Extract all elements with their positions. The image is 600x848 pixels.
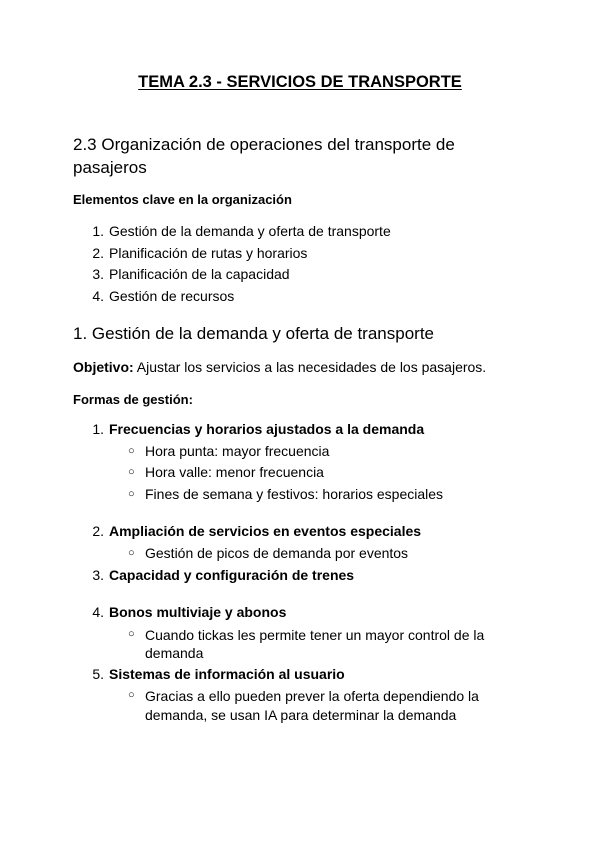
objective-label: Objetivo: — [73, 359, 134, 375]
list-number: 1. — [92, 223, 104, 239]
list-text: Planificación de rutas y horarios — [109, 245, 308, 261]
bullet-icon: ○ — [128, 689, 135, 701]
list-title: Capacidad y configuración de trenes — [109, 567, 355, 583]
sub-item-text: Fines de semana y festivos: horarios especiales — [145, 486, 444, 502]
list-title: Ampliación de servicios en eventos especiales — [109, 523, 422, 539]
list-text: Gestión de recursos — [109, 288, 235, 304]
bullet-icon: ○ — [128, 547, 135, 559]
list-title: Bonos multiviaje y abonos — [109, 604, 287, 620]
sub-item-text: Cuando tickas les permite tener un mayor control de la demanda — [145, 627, 485, 661]
bullet-icon: ○ — [128, 466, 135, 478]
objective-line — [73, 359, 486, 375]
list-text: Gestión de la demanda y oferta de transporte — [109, 223, 391, 239]
list-title: Frecuencias y horarios ajustados a la demanda — [109, 421, 425, 437]
sub-item-text: Hora valle: menor frecuencia — [145, 464, 324, 480]
list-title: Sistemas de información al usuario — [109, 666, 345, 682]
bullet-icon: ○ — [128, 445, 135, 457]
sub-item-text: Gracias a ello pueden prever la oferta dependiendo la demanda, se usan IA para determinar la demanda — [145, 688, 479, 723]
list-number: 2. — [92, 523, 104, 539]
objective-text: Ajustar los servicios a las necesidades de los pasajeros. — [136, 359, 487, 375]
list-number: 4. — [92, 288, 104, 304]
list-text: Planificación de la capacidad — [109, 266, 290, 282]
bullet-icon: ○ — [128, 488, 135, 500]
sub-item-text: Gestión de picos de demanda por eventos — [145, 545, 409, 561]
forms-label: Formas de gestión: — [73, 392, 193, 407]
list-number: 3. — [92, 567, 104, 583]
list-number: 4. — [92, 604, 104, 620]
section-heading-1: 1. Gestión de la demanda y oferta de transporte — [73, 324, 435, 343]
bullet-icon: ○ — [128, 628, 135, 640]
list-number: 1. — [92, 421, 104, 437]
sub-item-text: Hora punta: mayor frecuencia — [145, 443, 330, 459]
elements-label: Elementos clave en la organización — [73, 192, 292, 207]
list-number: 5. — [92, 666, 104, 682]
list-number: 3. — [92, 266, 104, 282]
section-heading-line1: 2.3 Organización de operaciones del transporte de — [73, 135, 455, 154]
page-title: TEMA 2.3 - SERVICIOS DE TRANSPORTE — [138, 73, 462, 91]
section-heading-2-3 — [73, 133, 455, 179]
section-heading-line2: pasajeros — [73, 158, 147, 177]
list-number: 2. — [92, 245, 104, 261]
